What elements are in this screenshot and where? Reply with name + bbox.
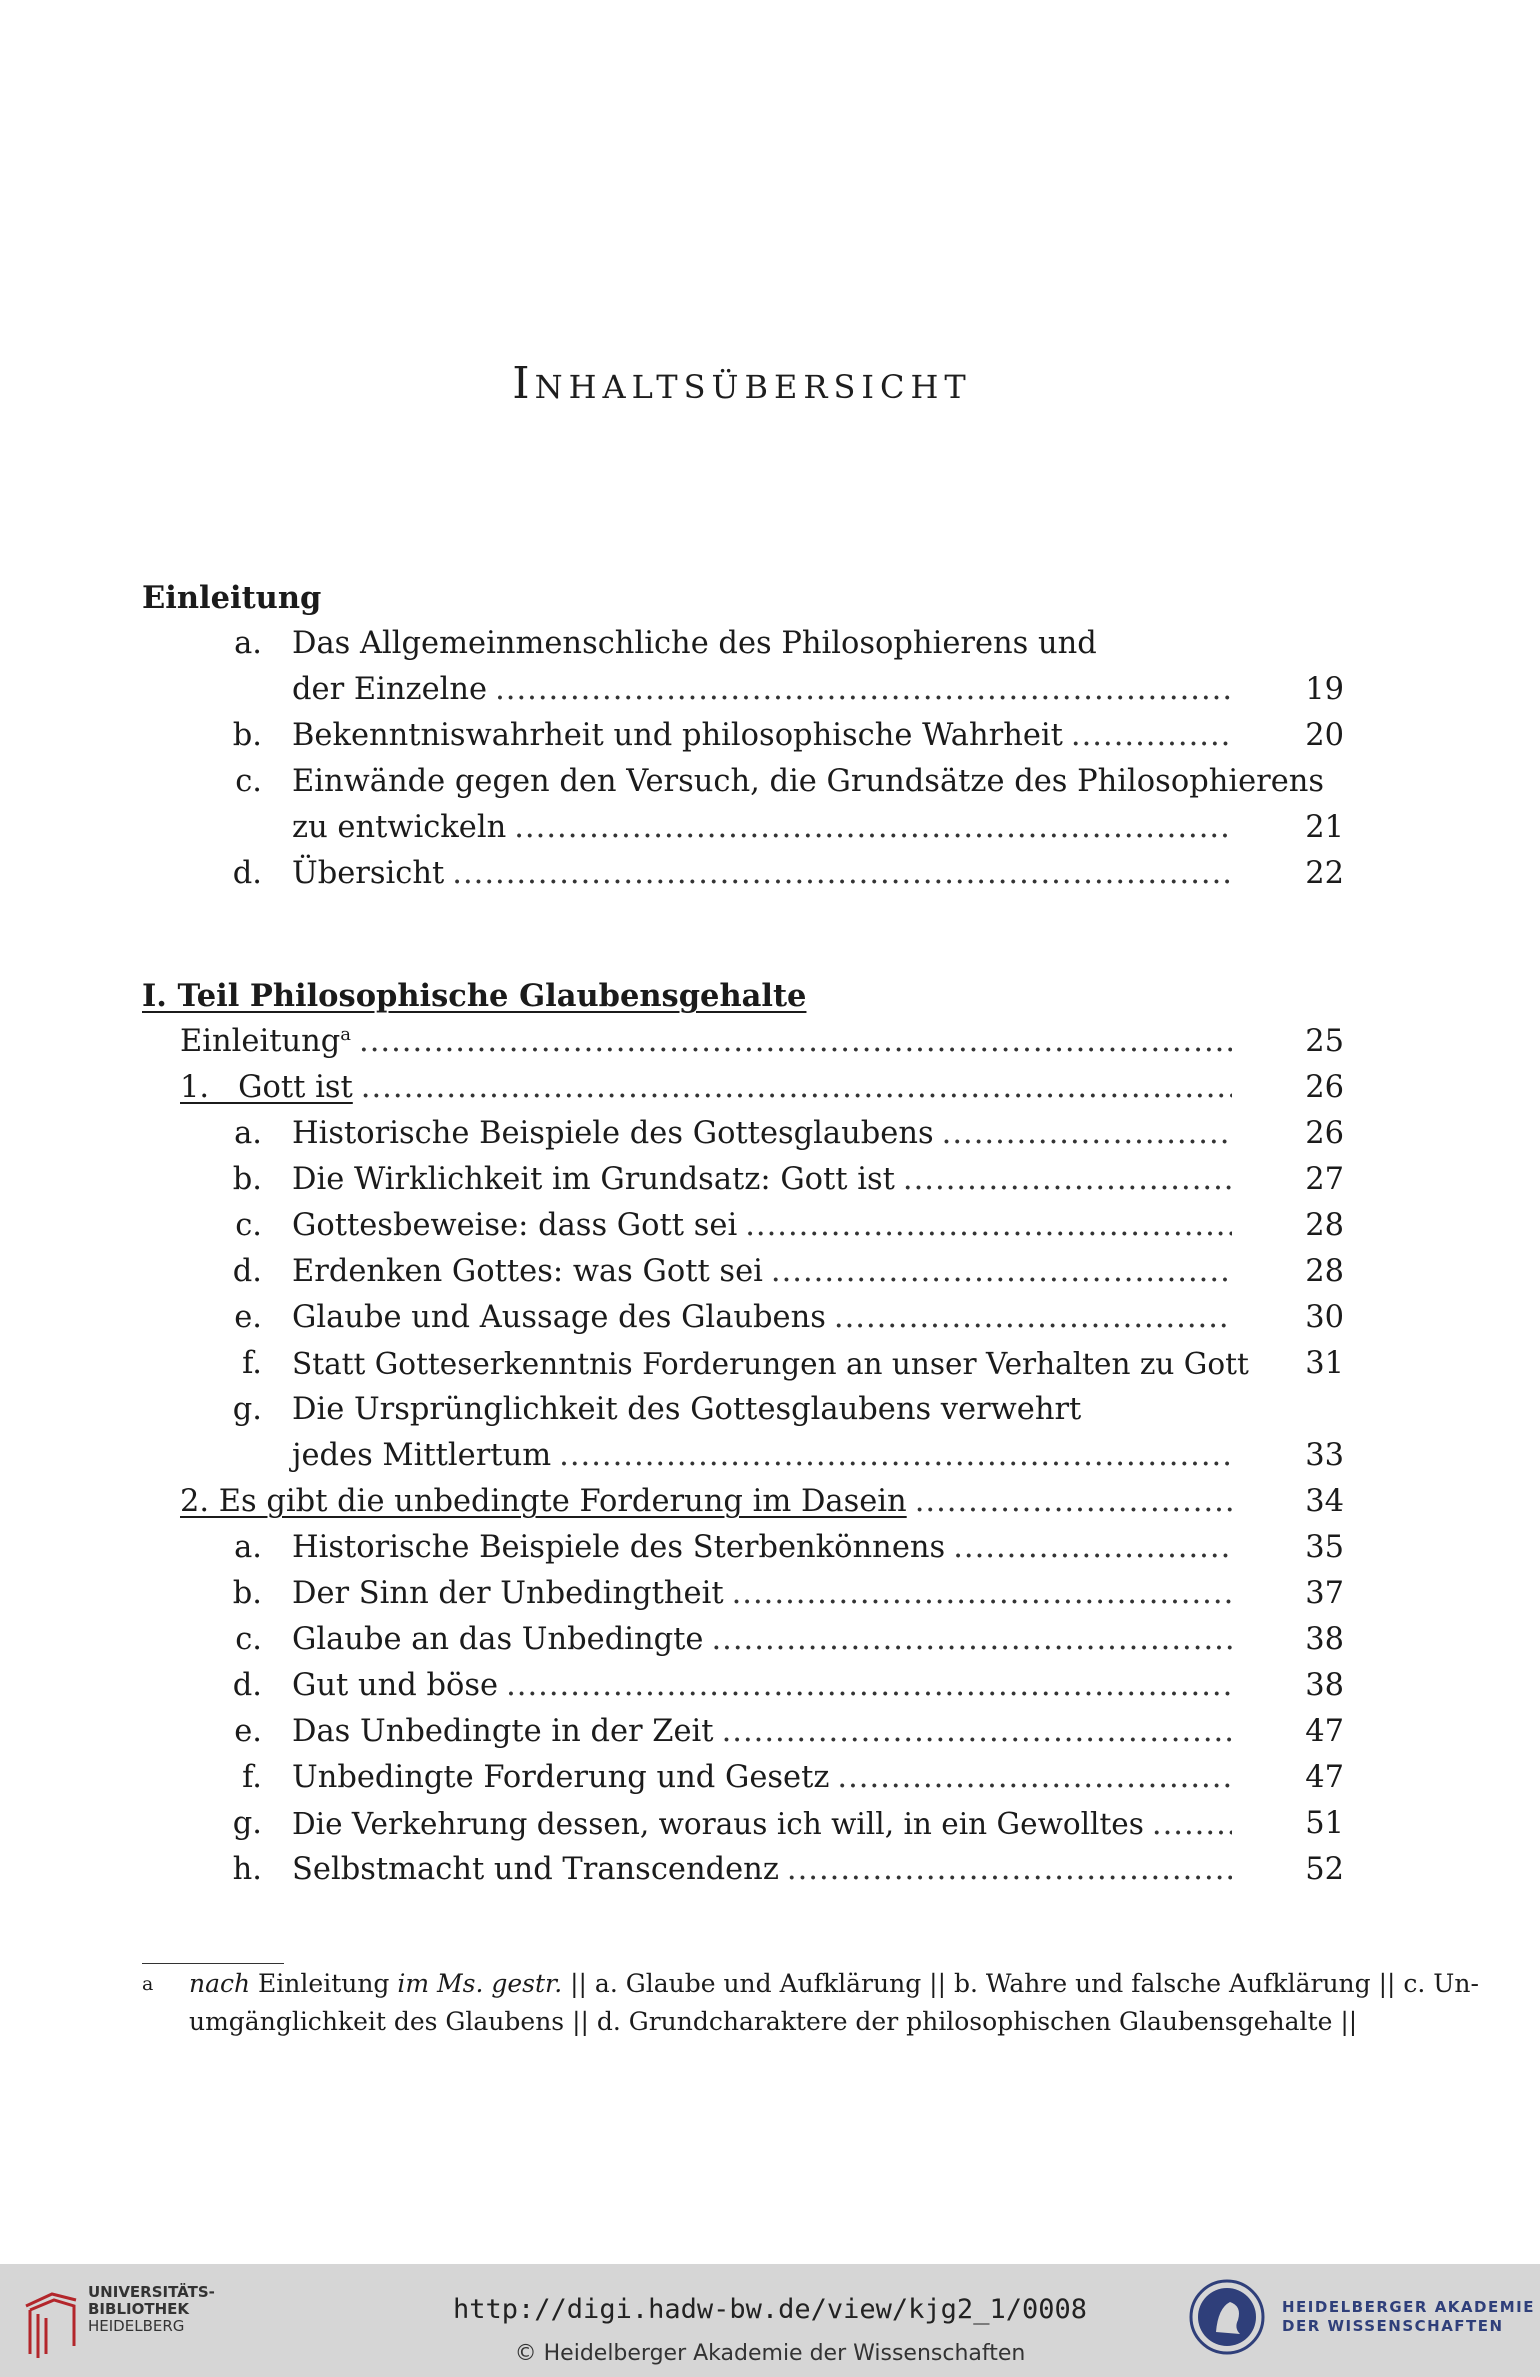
toc-entry: d. Übersicht ..... 22 — [0, 851, 1540, 897]
chapter-entry: 1. Gott ist ..... 26 — [0, 1065, 1540, 1111]
toc-entry: Einleitung$^a$ ..... 25 — [0, 1019, 1540, 1065]
toc-entry: a. Historische Beispiele des Gottesglaubens ..... 26 — [0, 1111, 1540, 1157]
toc-entry: d. Gut und böse ..... 38 — [0, 1663, 1540, 1709]
toc-entry: h. Selbstmacht und Transcendenz ..... 52 — [0, 1847, 1540, 1893]
toc-entry: e. Das Unbedingte in der Zeit ..... 47 — [0, 1709, 1540, 1755]
copyright-notice: © Heidelberger Akademie der Wissenschaften — [514, 2341, 1026, 2366]
academy-seal-icon — [1188, 2278, 1266, 2356]
footnote-text: nach Einleitung im Ms. gestr. || a. Glaube und Aufklärung || b. Wahre und falsche Aufklärung || c. Un- umgänglichkeit des Glaubens || d. Grundcharaktere der philosophischen Glaubensgehalte || — [189, 1969, 1479, 2036]
chapter-entry: 2. Es gibt die unbedingte Forderung im Dasein ..... 34 — [0, 1479, 1540, 1525]
toc-entry: f. Unbedingte Forderung und Gesetz ..... 47 — [0, 1755, 1540, 1801]
toc-entry: c. Einwände gegen den Versuch, die Grundsätze des Philosophierens — [235, 764, 1325, 799]
toc-entry: a. Das Allgemeinmenschliche des Philosophierens und — [234, 626, 1097, 661]
academy-name: HEIDELBERGER AKADEMIE DER WISSENSCHAFTEN — [1282, 2298, 1535, 2335]
toc-entry-continuation: der Einzelne ..... 19 — [0, 667, 1540, 713]
toc-entry: b. Die Wirklichkeit im Grundsatz: Gott ist ..... 27 — [0, 1157, 1540, 1203]
source-url[interactable]: http://digi.hadw-bw.de/view/kjg2_1/0008 — [453, 2294, 1087, 2325]
university-library-name: UNIVERSITÄTS- BIBLIOTHEK HEIDELBERG — [88, 2283, 215, 2335]
page-title: INHALTSÜBERSICHT — [512, 358, 972, 409]
toc-entry: c. Gottesbeweise: dass Gott sei ..... 28 — [0, 1203, 1540, 1249]
toc-entry: b. Der Sinn der Unbedingtheit ..... 37 — [0, 1571, 1540, 1617]
toc-entry-continuation: jedes Mittlertum ..... 33 — [0, 1433, 1540, 1479]
part-heading: I. Teil Philosophische Glaubensgehalte — [142, 978, 807, 1014]
toc-entry-continuation: zu entwickeln ..... 21 — [0, 805, 1540, 851]
toc-entry: e. Glaube und Aussage des Glaubens ..... 30 — [0, 1295, 1540, 1341]
footnote-mark: a — [142, 1973, 154, 1995]
toc-entry: d. Erdenken Gottes: was Gott sei ..... 28 — [0, 1249, 1540, 1295]
footnote-rule — [142, 1963, 284, 1964]
intro-heading: Einleitung — [142, 580, 322, 616]
toc-entry: f. Statt Gotteserkenntnis Forderungen an unser Verhalten zu Gott 31 — [242, 1346, 1344, 1381]
toc-entry: b. Bekenntniswahrheit und philosophische Wahrheit ..... 20 — [0, 713, 1540, 759]
toc-entry: g. Die Ursprünglichkeit des Gottesglaubens verwehrt — [232, 1392, 1082, 1427]
toc-entry: a. Historische Beispiele des Sterbenkönnens ..... 35 — [0, 1525, 1540, 1571]
toc-entry: g. Die Verkehrung dessen, woraus ich will, in ein Gewolltes ..... 51 — [0, 1801, 1540, 1847]
toc-entry: c. Glaube an das Unbedingte ..... 38 — [0, 1617, 1540, 1663]
footer-bar — [0, 2264, 1540, 2377]
